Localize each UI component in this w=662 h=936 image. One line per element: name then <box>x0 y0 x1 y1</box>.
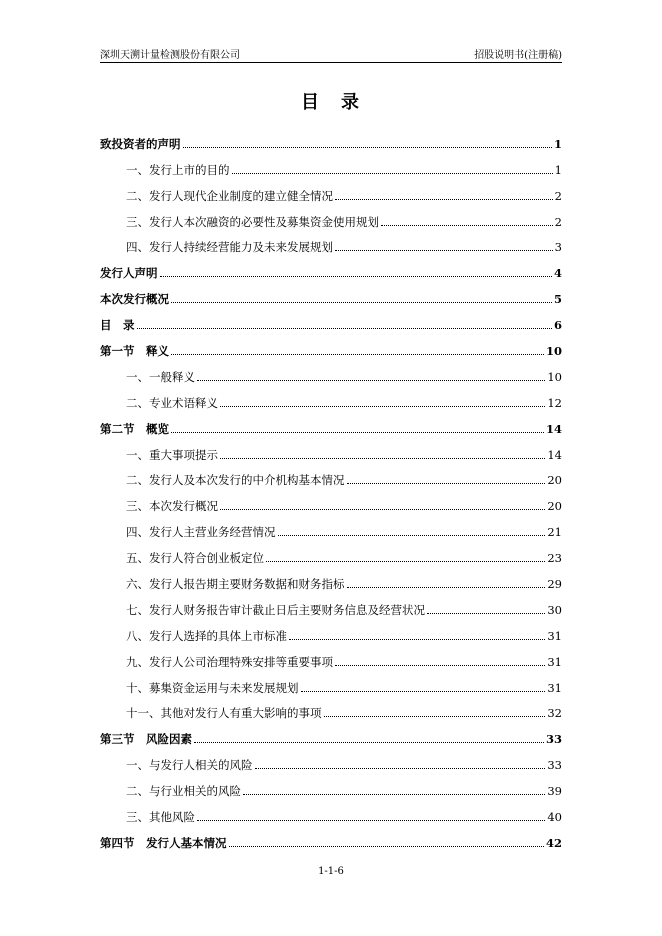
toc-entry-title: 致投资者的声明 <box>100 136 181 151</box>
toc-section-entry[interactable] <box>100 539 562 565</box>
toc-entry-page: 20 <box>547 473 562 488</box>
toc-section-entry[interactable] <box>100 436 562 462</box>
toc-entry-title: 第三节 风险因素 <box>100 732 192 747</box>
toc-section-entry[interactable] <box>100 462 562 488</box>
toc-entry-page: 1 <box>553 136 562 151</box>
toc-dot-leader <box>220 509 545 510</box>
toc-entry-title: 二、专业术语释义 <box>126 395 218 410</box>
toc-entry-page: 5 <box>553 292 562 307</box>
toc-entry-title: 二、发行人现代企业制度的建立健全情况 <box>126 188 333 203</box>
header-company-name: 深圳天溯计量检测股份有限公司 <box>100 50 240 61</box>
toc-entry-page: 29 <box>547 577 562 592</box>
toc-section-entry[interactable] <box>100 617 562 643</box>
toc-dot-leader <box>335 199 553 200</box>
toc-entry-page: 33 <box>545 732 562 747</box>
toc-section-entry[interactable] <box>100 643 562 669</box>
toc-entry-page: 39 <box>547 784 562 799</box>
toc-entry-title: 十一、其他对发行人有重大影响的事项 <box>126 706 322 721</box>
toc-dot-leader <box>183 147 552 148</box>
toc-section-entry[interactable] <box>100 203 562 229</box>
toc-section-entry[interactable] <box>100 358 562 384</box>
toc-dot-leader <box>137 328 552 329</box>
toc-section-entry[interactable] <box>100 513 562 539</box>
toc-section-entry[interactable] <box>100 565 562 591</box>
toc-section-entry[interactable] <box>100 591 562 617</box>
toc-section-entry[interactable] <box>100 151 562 177</box>
toc-entry-title: 一、重大事项提示 <box>126 447 218 462</box>
toc-entry-page: 3 <box>554 240 562 255</box>
toc-entry-title: 六、发行人报告期主要财务数据和财务指标 <box>126 577 345 592</box>
toc-chapter-entry[interactable] <box>100 280 562 306</box>
toc-section-entry[interactable] <box>100 669 562 695</box>
toc-entry-page: 14 <box>545 421 562 436</box>
toc-dot-leader <box>220 458 545 459</box>
toc-dot-leader <box>289 639 545 640</box>
toc-dot-leader <box>232 173 553 174</box>
toc-section-entry[interactable] <box>100 798 562 824</box>
toc-entry-title: 七、发行人财务报告审计截止日后主要财务信息及经营状况 <box>126 602 425 617</box>
toc-dot-leader <box>197 820 545 821</box>
toc-entry-title: 二、与行业相关的风险 <box>126 784 241 799</box>
toc-entry-page: 20 <box>547 499 562 514</box>
table-of-contents <box>100 125 562 850</box>
toc-section-entry[interactable] <box>100 772 562 798</box>
toc-entry-page: 30 <box>547 602 562 617</box>
toc-entry-page: 4 <box>553 266 562 281</box>
toc-entry-page: 31 <box>547 654 562 669</box>
toc-chapter-entry[interactable] <box>100 306 562 332</box>
toc-dot-leader <box>220 406 545 407</box>
toc-dot-leader <box>347 483 546 484</box>
toc-entry-page: 40 <box>547 810 562 825</box>
toc-section-entry[interactable] <box>100 487 562 513</box>
toc-dot-leader <box>171 302 552 303</box>
toc-chapter-entry[interactable] <box>100 254 562 280</box>
toc-dot-leader <box>243 794 545 795</box>
toc-dot-leader <box>381 225 553 226</box>
toc-chapter-entry[interactable] <box>100 332 562 358</box>
toc-dot-leader <box>335 665 545 666</box>
toc-chapter-entry[interactable] <box>100 720 562 746</box>
toc-entry-title: 三、本次发行概况 <box>126 499 218 514</box>
toc-dot-leader <box>324 716 546 717</box>
toc-entry-title: 五、发行人符合创业板定位 <box>126 551 264 566</box>
toc-entry-page: 10 <box>545 344 562 359</box>
toc-dot-leader <box>160 276 552 277</box>
toc-dot-leader <box>197 380 545 381</box>
toc-entry-page: 12 <box>547 395 562 410</box>
page-number: 1-1-6 <box>318 866 344 877</box>
toc-dot-leader <box>301 691 546 692</box>
toc-dot-leader <box>266 561 545 562</box>
toc-entry-page: 42 <box>545 835 562 850</box>
toc-section-entry[interactable] <box>100 695 562 721</box>
toc-dot-leader <box>335 250 553 251</box>
toc-entry-page: 2 <box>554 188 562 203</box>
toc-entry-page: 33 <box>547 758 562 773</box>
toc-entry-title: 四、发行人主营业务经营情况 <box>126 525 276 540</box>
toc-dot-leader <box>347 587 546 588</box>
toc-entry-page: 14 <box>547 447 562 462</box>
toc-entry-title: 第一节 释义 <box>100 344 169 359</box>
toc-entry-title: 目 录 <box>100 318 135 333</box>
toc-entry-page: 1 <box>554 162 562 177</box>
toc-chapter-entry[interactable] <box>100 824 562 850</box>
toc-entry-page: 23 <box>547 551 562 566</box>
toc-entry-page: 31 <box>547 628 562 643</box>
page-header <box>100 44 562 63</box>
header-document-type: 招股说明书(注册稿) <box>474 50 562 61</box>
toc-entry-page: 2 <box>554 214 562 229</box>
toc-entry-page: 6 <box>553 318 562 333</box>
toc-dot-leader <box>427 613 545 614</box>
toc-section-entry[interactable] <box>100 384 562 410</box>
toc-chapter-entry[interactable] <box>100 125 562 151</box>
toc-entry-title: 第二节 概览 <box>100 421 169 436</box>
toc-entry-title: 九、发行人公司治理特殊安排等重要事项 <box>126 654 333 669</box>
toc-section-entry[interactable] <box>100 746 562 772</box>
toc-entry-title: 三、其他风险 <box>126 810 195 825</box>
toc-entry-title: 十、募集资金运用与未来发展规划 <box>126 680 299 695</box>
toc-section-entry[interactable] <box>100 229 562 255</box>
toc-dot-leader <box>171 432 544 433</box>
toc-entry-title: 一、一般释义 <box>126 369 195 384</box>
toc-dot-leader <box>255 768 546 769</box>
toc-entry-page: 31 <box>547 680 562 695</box>
toc-entry-title: 三、发行人本次融资的必要性及募集资金使用规划 <box>126 214 379 229</box>
toc-entry-title: 一、发行上市的目的 <box>126 162 230 177</box>
toc-entry-page: 10 <box>547 369 562 384</box>
toc-entry-title: 本次发行概况 <box>100 292 169 307</box>
toc-entry-title: 四、发行人持续经营能力及未来发展规划 <box>126 240 333 255</box>
toc-entry-title: 发行人声明 <box>100 266 158 281</box>
toc-chapter-entry[interactable] <box>100 410 562 436</box>
page-title: 目 录 <box>301 92 361 113</box>
toc-dot-leader <box>194 742 544 743</box>
toc-entry-page: 21 <box>547 525 562 540</box>
toc-entry-title: 二、发行人及本次发行的中介机构基本情况 <box>126 473 345 488</box>
toc-section-entry[interactable] <box>100 177 562 203</box>
toc-entry-title: 第四节 发行人基本情况 <box>100 835 227 850</box>
toc-entry-title: 一、与发行人相关的风险 <box>126 758 253 773</box>
toc-dot-leader <box>171 354 544 355</box>
toc-entry-title: 八、发行人选择的具体上市标准 <box>126 628 287 643</box>
toc-dot-leader <box>229 846 544 847</box>
toc-entry-page: 32 <box>547 706 562 721</box>
toc-dot-leader <box>278 535 546 536</box>
